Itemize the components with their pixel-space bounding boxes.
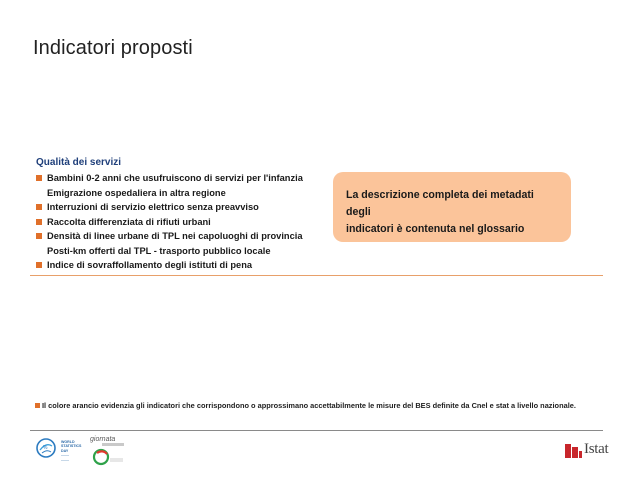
indicator-item: Emigrazione ospedaliera in altra regione [47,187,226,198]
indicator-item: Raccolta differenziata di rifiuti urbani [36,215,303,230]
istat-logo-text: Istat [584,441,609,457]
indicator-item: Indice di sovraffollamento degli istituti di pena [36,258,303,273]
page-title: Indicatori proposti [33,37,193,59]
svg-text:%: % [43,445,48,451]
section-title: Qualità dei servizi [36,157,122,168]
footnote-bullet-icon [35,403,40,408]
metadata-callout-line: La descrizione completa dei metadati degli [346,189,534,218]
section-divider [30,275,603,276]
indicator-item: Densità di linee urbane di TPL nei capoluoghi di provincia [36,229,303,244]
world-statistics-day-text: WORLD STATISTICS DAY ........ ........ [61,440,82,462]
indicator-item: Bambini 0-2 anni che usufruiscono di servizi per l'infanzia [36,171,303,186]
indicator-list [36,171,303,273]
giornata-event-text: giornata [90,436,116,443]
footnote: Il colore arancio evidenzia gli indicatori che corrispondono o approssimano accettabilmente le misure del BES definite da Cnel e stat a livello nazionale. [42,401,576,410]
footer-divider [30,430,603,431]
indicator-item: Interruzioni di servizio elettrico senza preavviso [36,200,303,215]
indicator-item: Posti-km offerti dal TPL - trasporto pubblico locale [47,245,271,256]
metadata-callout-line: indicatori è contenuta nel glossario [346,223,525,235]
metadata-callout [333,172,571,242]
